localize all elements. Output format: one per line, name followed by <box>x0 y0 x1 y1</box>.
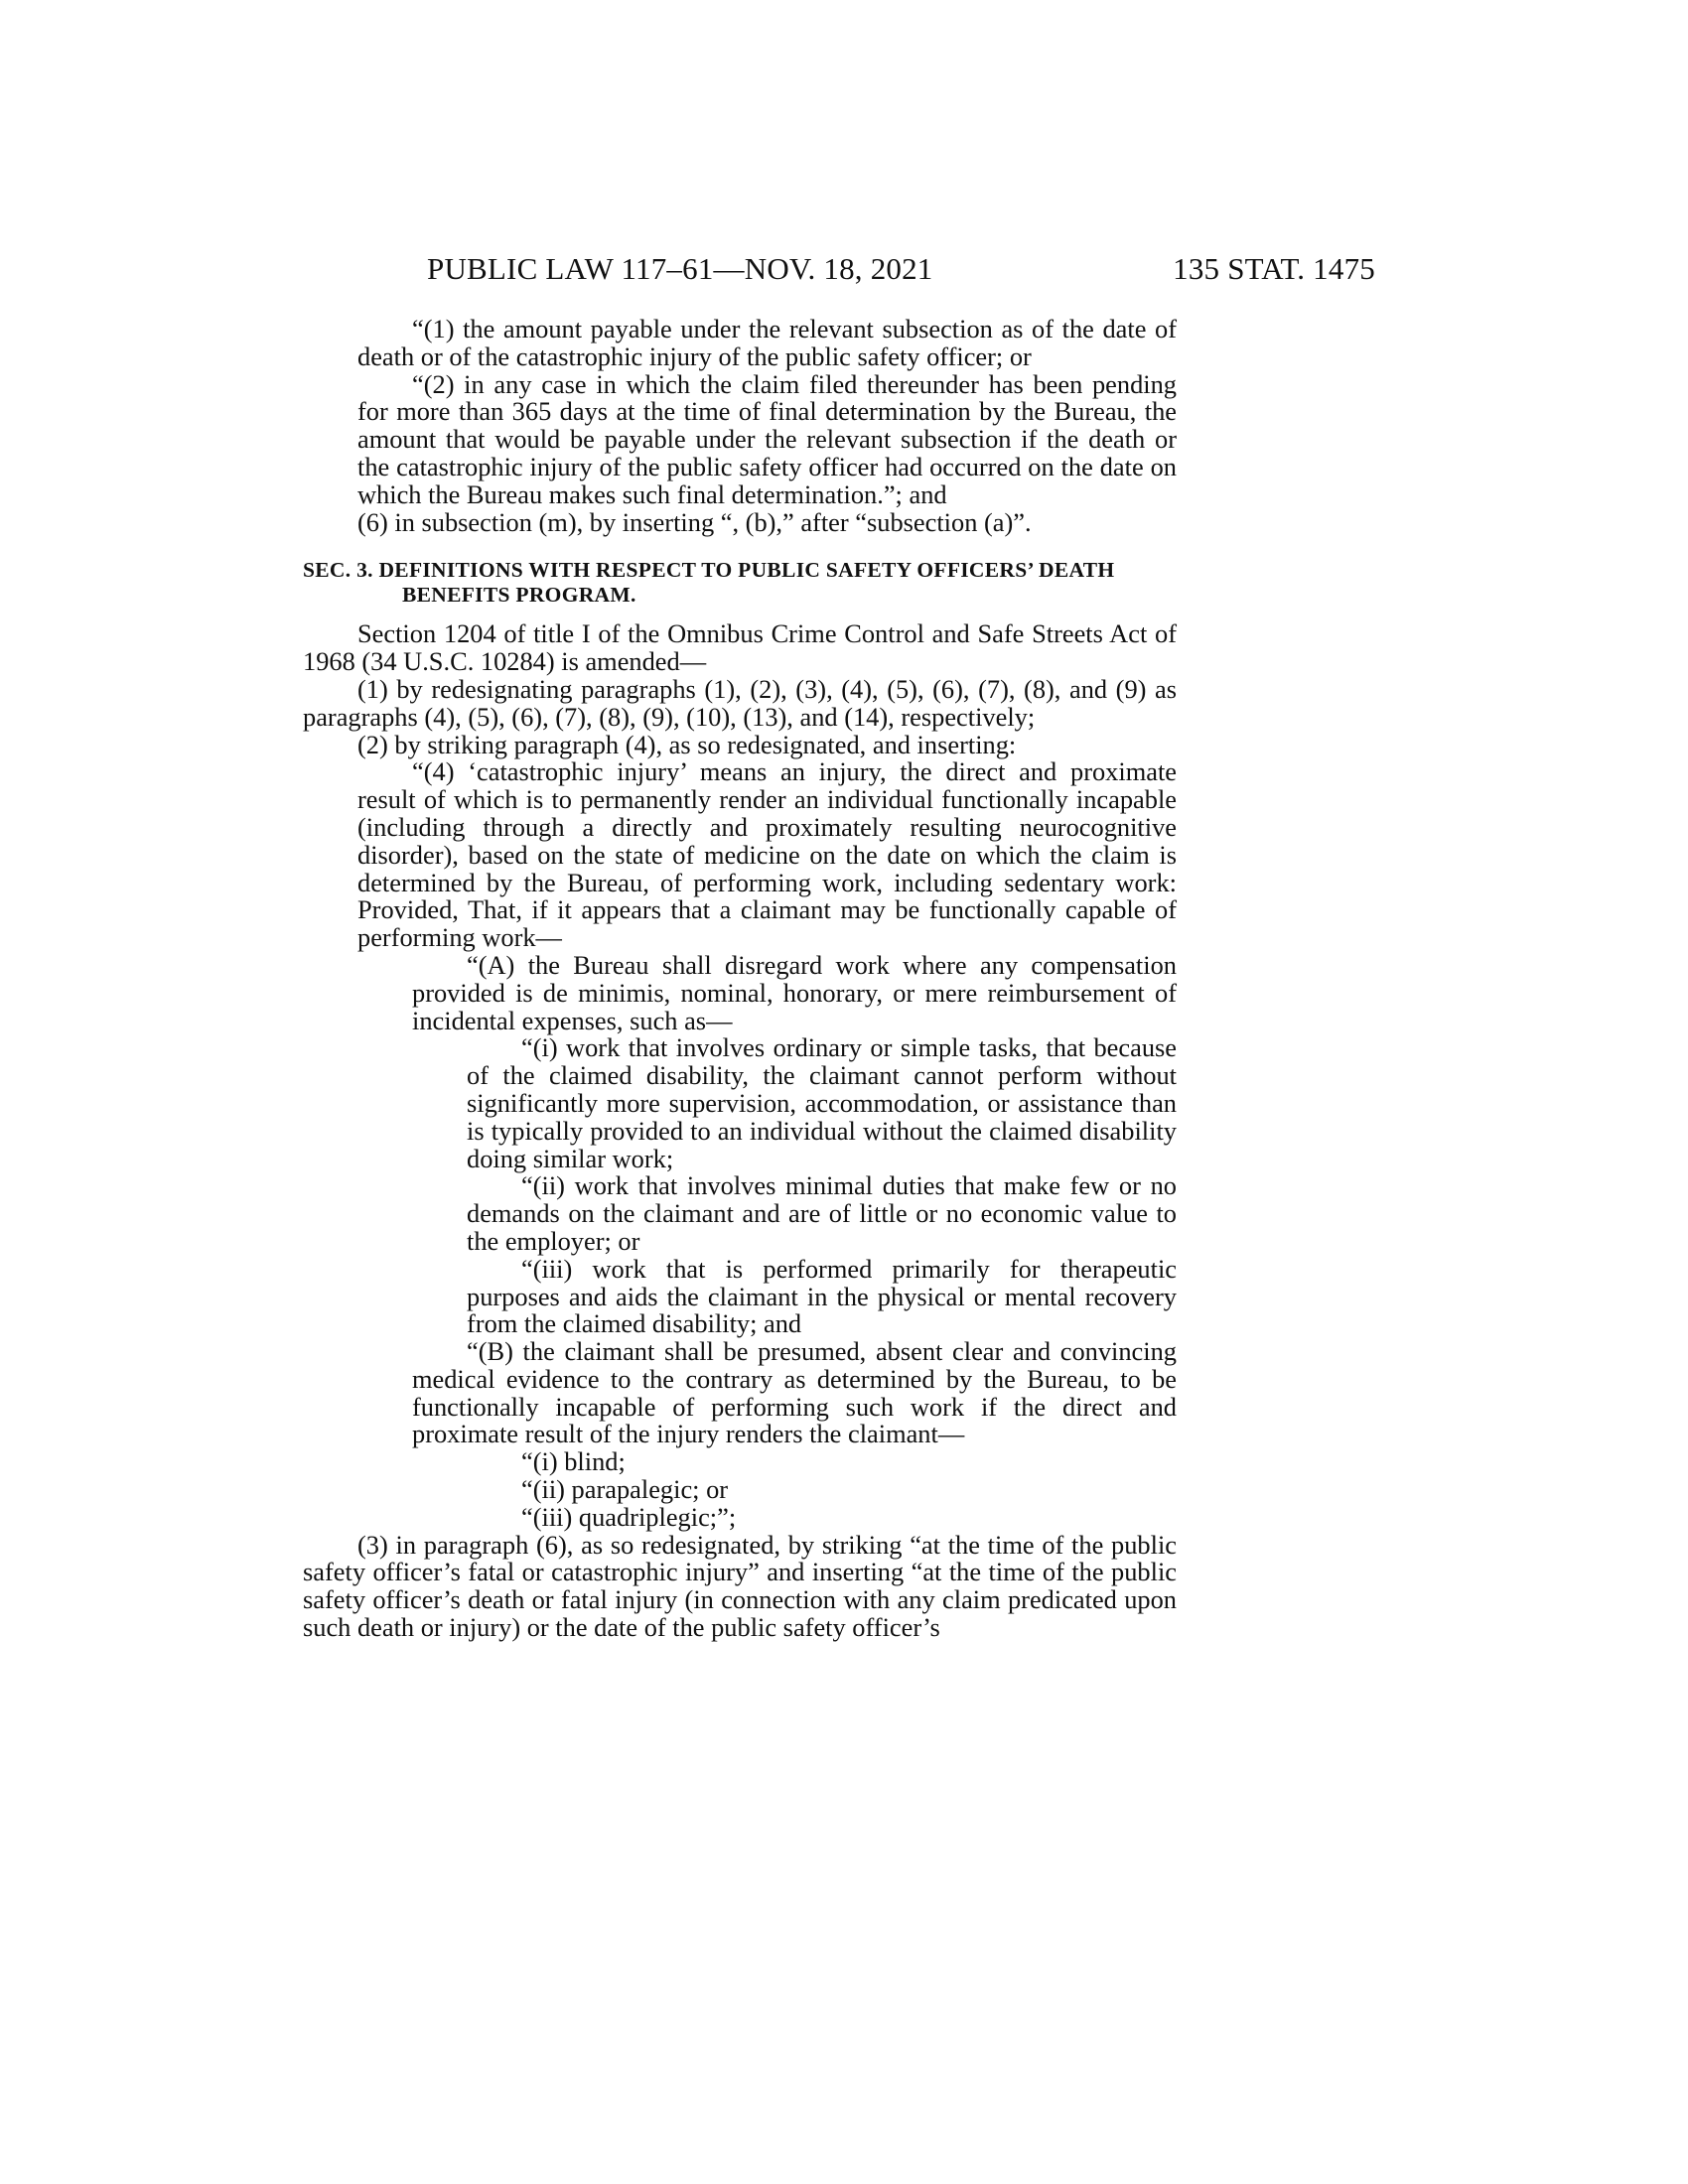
paragraph-section-intro: Section 1204 of title I of the Omnibus Crime Control and Safe Streets Act of 1968 (34 U.S.C. 10284) is amended— <box>303 618 1177 677</box>
paragraph-catastrophic-injury-definition: “(4) ‘catastrophic injury’ means an injury, the direct and proximate result of which is to permanently render an individual functionally incapable (including through a directly and proximately resulting neurocognitive disorder), based on the state of medicine on the date on which the claim is determined by the Bureau, of performing work, including sedentary work: Provided, That, if it appears that a claimant may be functionally capable of performing work— <box>357 756 1177 953</box>
running-header <box>303 251 1375 291</box>
paragraph-item-ii: “(ii) work that involves minimal duties that make few or no demands on the claimant and are of little or no economic value to the employer; or <box>467 1170 1177 1256</box>
paragraph-item-parapalegic: “(ii) parapalegic; or <box>521 1474 729 1505</box>
paragraph-clause-2: “(2) in any case in which the claim filed thereunder has been pending for more than 365 days at the time of final determination by the Bureau, the amount that would be payable under the relevant subsection if the death or the catastrophic injury of the public safety officer had occurred on the date on which the Bureau makes such final determination.”; and <box>357 368 1177 509</box>
document-body <box>303 316 1177 1642</box>
paragraph-subclause-a: “(A) the Bureau shall disregard work where any compensation provided is de minimis, nominal, honorary, or mere reimbursement of incidental expenses, such as— <box>412 949 1177 1035</box>
paragraph-amendment-6: (6) in subsection (m), by inserting “, (b),” after “subsection (a)”. <box>357 506 1032 537</box>
paragraph-amendment-3: (3) in paragraph (6), as so redesignated, by striking “at the time of the public safety officer’s fatal or catastrophic injury” and inserting “at the time of the public safety officer’s death or fatal injury (in connection with any claim predicated upon such death or injury) or the date of the public safety officer’s <box>303 1529 1177 1643</box>
header-stat-page: 135 STAT. 1475 <box>1173 251 1375 286</box>
paragraph-amendment-1: (1) by redesignating paragraphs (1), (2), (3), (4), (5), (6), (7), (8), and (9) as paragraphs (4), (5), (6), (7), (8), (9), (10), (13), and (14), respectively; <box>303 673 1177 732</box>
paragraph-subclause-b: “(B) the claimant shall be presumed, absent clear and convincing medical evidence to the contrary as determined by the Bureau, to be functionally incapable of performing such work if the direct and proximate result of the injury renders the claimant— <box>412 1336 1177 1449</box>
paragraph-amendment-2: (2) by striking paragraph (4), as so redesignated, and inserting: <box>357 729 1017 759</box>
paragraph-item-blind: “(i) blind; <box>521 1446 626 1477</box>
paragraph-item-quadriplegic: “(iii) quadriplegic;”; <box>521 1501 737 1532</box>
paragraph-item-iii: “(iii) work that is performed primarily for therapeutic purposes and aids the claimant in the physical or mental recovery from the claimed disability; and <box>467 1253 1177 1339</box>
paragraph-clause-1: “(1) the amount payable under the relevant subsection as of the date of death or of the catastrophic injury of the public safety officer; or <box>357 314 1177 371</box>
paragraph-item-i: “(i) work that involves ordinary or simple tasks, that because of the claimed disability, the claimant cannot perform without significantly more supervision, accommodation, or assistance than is typically provided to an individual without the claimed disability doing similar work; <box>467 1032 1177 1173</box>
section-heading: SEC. 3. DEFINITIONS WITH RESPECT TO PUBLIC SAFETY OFFICERS’ DEATH BENEFITS PROGRAM. <box>303 558 1115 608</box>
header-title: PUBLIC LAW 117–61—NOV. 18, 2021 <box>427 251 933 286</box>
